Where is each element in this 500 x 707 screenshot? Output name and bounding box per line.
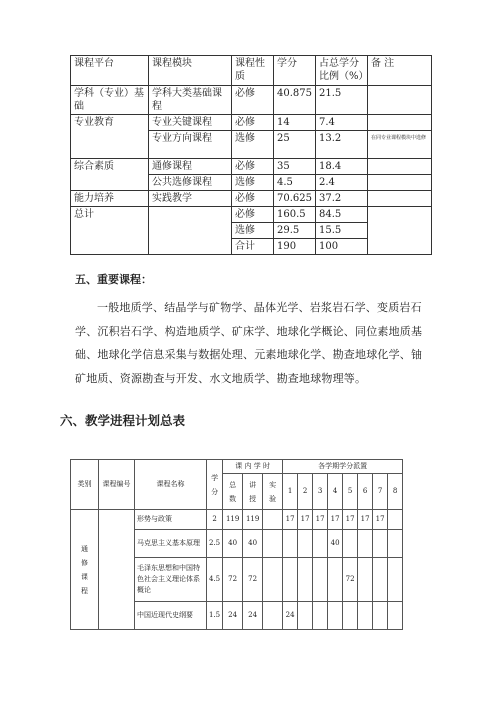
sem-cell xyxy=(388,602,403,630)
sem-cell: 17 xyxy=(298,510,313,530)
category-cell xyxy=(71,510,99,630)
sem-cell xyxy=(373,558,388,602)
credit-cell: 1.5 xyxy=(207,602,223,630)
credit-cell: 70.625 xyxy=(274,191,316,207)
header-ratio: 占总学分比例（%） xyxy=(316,56,368,86)
header-total-hours-text: 总数 xyxy=(229,480,237,503)
note-cell xyxy=(368,191,432,207)
type-cell: 必修 xyxy=(232,191,274,207)
credit-cell: 4.5 xyxy=(274,175,316,191)
section-heading-teaching-plan: 六、教学进程计划总表 xyxy=(60,413,186,428)
table-row xyxy=(71,510,403,530)
sem-cell xyxy=(388,558,403,602)
section-heading-key-courses: 五、重要课程： xyxy=(75,273,152,286)
table-row xyxy=(71,191,432,207)
module-cell: 专业关键课程 xyxy=(149,115,232,131)
platform-cell: 综合素质 xyxy=(71,159,149,175)
teaching-plan-table xyxy=(70,459,403,630)
sem-cell xyxy=(298,558,313,602)
module-cell: 公共选修课程 xyxy=(149,175,232,191)
platform-cell xyxy=(71,131,149,159)
platform-cell: 能力培养 xyxy=(71,191,149,207)
sem-cell xyxy=(298,530,313,558)
sem-cell: 17 xyxy=(373,510,388,530)
note-cell xyxy=(368,207,432,223)
sem-cell: 24 xyxy=(283,602,298,630)
sem-cell: 17 xyxy=(313,510,328,530)
lecture-cell: 40 xyxy=(243,530,263,558)
note-cell: 在同专业课程模块中选修 xyxy=(368,131,432,159)
header-lecture-hours xyxy=(243,474,263,510)
semester-6: 6 xyxy=(358,474,373,510)
sem-cell xyxy=(343,602,358,630)
note-cell xyxy=(368,175,432,191)
course-name-cell: 马克思主义基本原理 xyxy=(135,530,207,558)
header-course-name: 课程名称 xyxy=(135,460,207,510)
note-cell xyxy=(368,115,432,131)
table-row xyxy=(71,159,432,175)
note-cell xyxy=(368,239,432,255)
ratio-cell: 21.5 xyxy=(316,86,368,115)
header-course-code: 课程编号 xyxy=(99,460,135,510)
semester-4: 4 xyxy=(328,474,343,510)
header-semester-credits: 各学期学分派置 xyxy=(283,460,403,474)
ratio-cell: 7.4 xyxy=(316,115,368,131)
course-name-cell: 中国近现代史纲要 xyxy=(135,602,207,630)
sem-cell xyxy=(328,602,343,630)
platform-cell: 总计 xyxy=(71,207,149,223)
sem-cell xyxy=(313,530,328,558)
semester-1: 1 xyxy=(283,474,298,510)
course-name-cell: 毛泽东思想和中国特色社会主义理论体系概论 xyxy=(135,558,207,602)
credit-cell: 190 xyxy=(274,239,316,255)
semester-5: 5 xyxy=(343,474,358,510)
table-row xyxy=(71,131,432,159)
type-cell: 合计 xyxy=(232,239,274,255)
credit-cell: 160.5 xyxy=(274,207,316,223)
key-courses-paragraph xyxy=(75,296,430,390)
header-category: 类别 xyxy=(71,460,99,510)
sem-cell xyxy=(298,602,313,630)
ratio-cell: 37.2 xyxy=(316,191,368,207)
ratio-cell: 100 xyxy=(316,239,368,255)
sem-cell xyxy=(373,530,388,558)
total-cell: 119 xyxy=(223,510,243,530)
table-row xyxy=(71,239,432,255)
type-cell: 必修 xyxy=(232,86,274,115)
header-note: 备 注 xyxy=(368,56,432,86)
platform-cell: 学科（专业）基础 xyxy=(71,86,149,115)
sem-cell xyxy=(388,510,403,530)
lab-cell xyxy=(263,510,283,530)
course-name-cell: 形势与政策 xyxy=(135,510,207,530)
credit-cell: 29.5 xyxy=(274,223,316,239)
lab-cell xyxy=(263,558,283,602)
sem-cell: 17 xyxy=(283,510,298,530)
table-row xyxy=(71,207,432,223)
module-cell: 学科大类基础课程 xyxy=(149,86,232,115)
sem-cell xyxy=(358,530,373,558)
header-total-hours xyxy=(223,474,243,510)
sem-cell xyxy=(388,530,403,558)
header-module: 课程模块 xyxy=(149,56,232,86)
credits-header-row xyxy=(71,56,432,86)
lab-cell xyxy=(263,530,283,558)
type-cell: 必修 xyxy=(232,159,274,175)
semester-3: 3 xyxy=(313,474,328,510)
semester-7: 7 xyxy=(373,474,388,510)
ratio-cell: 18.4 xyxy=(316,159,368,175)
table-row xyxy=(71,223,432,239)
ratio-cell: 2.4 xyxy=(316,175,368,191)
credit-cell: 4.5 xyxy=(207,558,223,602)
category-label: 通修课程 xyxy=(81,544,88,595)
lecture-cell: 24 xyxy=(243,602,263,630)
sem-cell xyxy=(358,558,373,602)
header-lab-hours-text: 实验 xyxy=(269,480,277,503)
semester-2: 2 xyxy=(298,474,313,510)
sem-cell xyxy=(283,530,298,558)
platform-cell xyxy=(71,239,149,255)
type-cell: 必修 xyxy=(232,207,274,223)
sem-cell xyxy=(313,558,328,602)
sem-cell: 17 xyxy=(358,510,373,530)
note-cell xyxy=(368,223,432,239)
module-cell xyxy=(149,223,232,239)
header-type: 课程性质 xyxy=(232,56,274,86)
semester-8: 8 xyxy=(388,474,403,510)
credit-cell: 14 xyxy=(274,115,316,131)
type-cell: 必修 xyxy=(232,115,274,131)
module-cell xyxy=(149,239,232,255)
plan-header-row-1 xyxy=(71,460,403,474)
table-row xyxy=(71,115,432,131)
ratio-cell: 84.5 xyxy=(316,207,368,223)
total-cell: 24 xyxy=(223,602,243,630)
header-credit: 学分 xyxy=(274,56,316,86)
header-lab-hours xyxy=(263,474,283,510)
sem-cell xyxy=(313,602,328,630)
ratio-cell: 13.2 xyxy=(316,131,368,159)
module-cell: 实践教学 xyxy=(149,191,232,207)
module-cell xyxy=(149,207,232,223)
sem-cell xyxy=(373,602,388,630)
credit-cell: 25 xyxy=(274,131,316,159)
sem-cell: 17 xyxy=(328,510,343,530)
credit-cell: 2 xyxy=(207,510,223,530)
module-cell: 专业方向课程 xyxy=(149,131,232,159)
type-cell: 选修 xyxy=(232,131,274,159)
credit-cell: 35 xyxy=(274,159,316,175)
key-courses-text: 一般地质学、结晶学与矿物学、晶体光学、岩浆岩石学、变质岩石学、沉积岩石学、构造地质学、矿床学、地球化学概论、同位素地质基础、地球化学信息采集与数据处理、元素地球化学、勘查地球化学、铀矿地质、资源勘查与开发、水文地质学、勘查地球物理等。 xyxy=(75,301,423,385)
header-credit-text: 学分 xyxy=(211,473,219,496)
type-cell: 选修 xyxy=(232,175,274,191)
credit-cell: 40.875 xyxy=(274,86,316,115)
credit-cell: 2.5 xyxy=(207,530,223,558)
sem-cell xyxy=(358,602,373,630)
lecture-cell: 119 xyxy=(243,510,263,530)
sem-cell xyxy=(283,558,298,602)
course-code-cell xyxy=(99,510,135,630)
type-cell: 选修 xyxy=(232,223,274,239)
note-cell xyxy=(368,159,432,175)
table-row xyxy=(71,175,432,191)
header-lecture-hours-text: 讲授 xyxy=(249,480,257,503)
header-class-hours: 课 内 学 时 xyxy=(223,460,283,474)
platform-cell: 专业教育 xyxy=(71,115,149,131)
ratio-cell: 15.5 xyxy=(316,223,368,239)
sem-cell: 40 xyxy=(328,530,343,558)
module-cell: 通修课程 xyxy=(149,159,232,175)
header-platform: 课程平台 xyxy=(71,56,149,86)
sem-cell xyxy=(328,558,343,602)
platform-cell xyxy=(71,223,149,239)
lab-cell xyxy=(263,602,283,630)
lecture-cell: 72 xyxy=(243,558,263,602)
sem-cell: 72 xyxy=(343,558,358,602)
sem-cell xyxy=(343,530,358,558)
note-cell xyxy=(368,86,432,115)
table-row xyxy=(71,86,432,115)
credits-table xyxy=(70,55,432,255)
total-cell: 72 xyxy=(223,558,243,602)
sem-cell: 17 xyxy=(343,510,358,530)
total-cell: 40 xyxy=(223,530,243,558)
header-credit xyxy=(207,460,223,510)
platform-cell xyxy=(71,175,149,191)
